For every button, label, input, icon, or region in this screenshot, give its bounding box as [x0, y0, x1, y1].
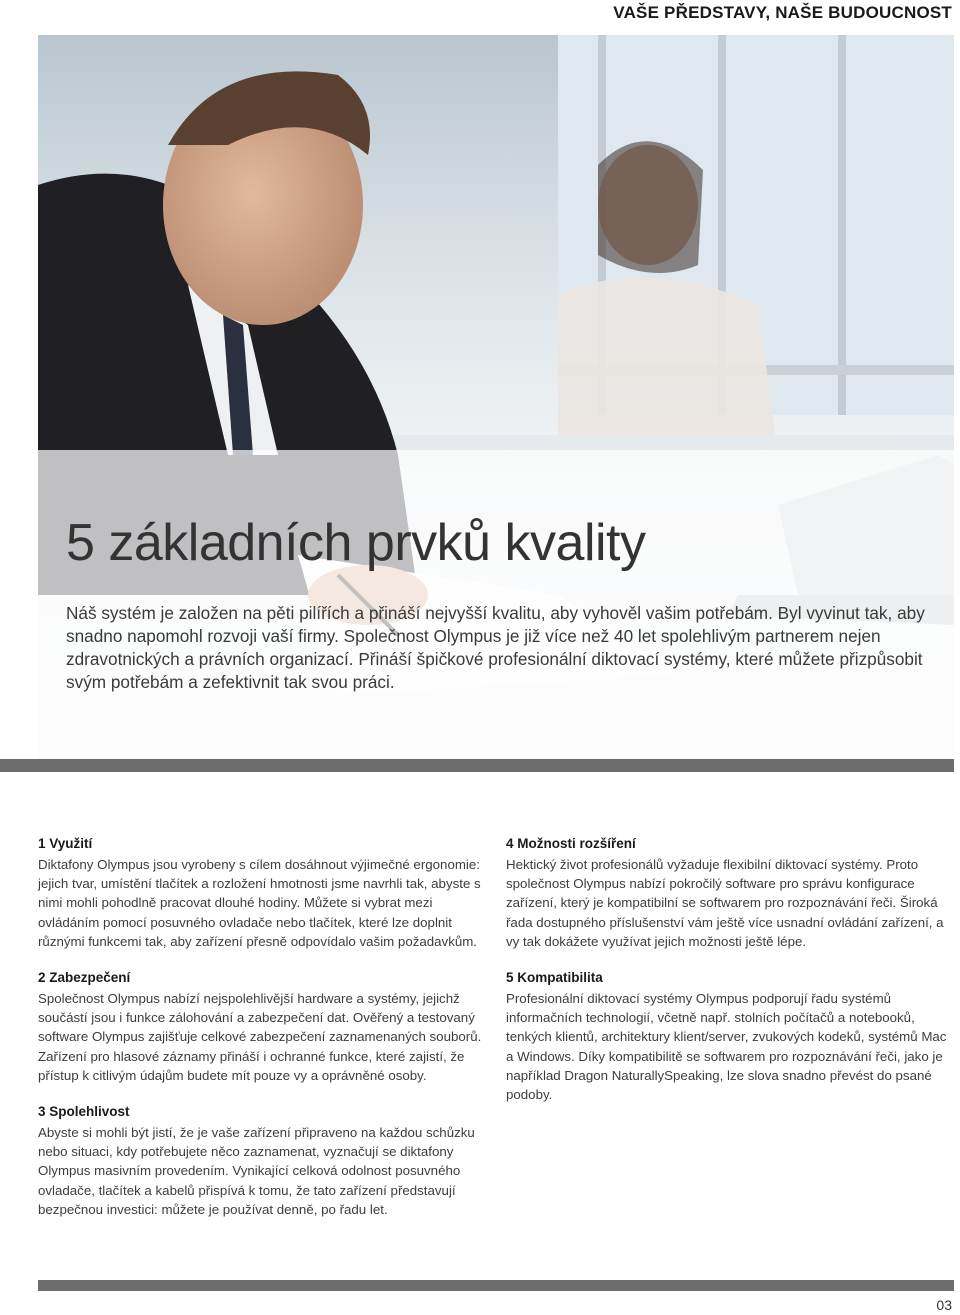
section-heading: 1 Využití — [38, 836, 93, 851]
section-body: Diktafony Olympus jsou vyrobeny s cílem dosáhnout výjimečné ergonomie: jejich tvar, umístění tlačítek a rozložení hmotnosti jsme navrhli tak, abyste s nimi mohli pohodlně pracovat dlouhé hodiny. Můžete si vybrat mezi ovládáním pomocí posuvného ovladače nebo tlačítek, které lze doplnit různými funkcemi tak, aby zařízení přesně odpovídalo vašim požadavkům. — [38, 857, 481, 949]
top-divider-band — [0, 759, 954, 772]
header-title: VAŠE PŘEDSTAVY, NAŠE BUDOUCNOST — [613, 3, 952, 22]
section-body: Profesionální diktovací systémy Olympus podporují řadu systémů informačních technologií, včetně např. stolních počítačů a notebooků, tenkých klientů, architektury klient/server, zvukových kodeků, systémů Mac a Windows. Díky kompatibilitě se softwarem pro rozpoznávání řeči, jako je například Dragon NaturallySpeaking, lze slova snadno převést do psané podoby. — [506, 991, 947, 1103]
section-body: Společnost Olympus nabízí nejspolehlivější hardware a systémy, jejichž součástí jsou i funkce zálohování a zabezpečení dat. Ověřený a testovaný software Olympus zajišťuje celkové zabezpečení zaznamenaných souborů. Zařízení pro hlasové záznamy přináší i ochranné funkce, které zajistí, že přístup k citlivým údajům budete mít pouze vy a oprávněné osoby. — [38, 991, 482, 1083]
section-body: Abyste si mohli být jistí, že je vaše zařízení připraveno na každou schůzku nebo situaci, kdy potřebujete něco zaznamenat, vyznačují se diktafony Olympus masivním provedením. Vynikající celková odolnost posuvného ovladače, tlačítek a kabelů přispívá k tomu, že tato zařízení představují bezpečnou investici: můžete je používat denně, po řadu let. — [38, 1125, 475, 1217]
section-heading: 2 Zabezpečení — [38, 970, 131, 985]
section-security — [38, 970, 488, 1085]
section-usage — [38, 836, 488, 951]
bottom-divider-band — [38, 1280, 954, 1291]
hero-banner — [38, 35, 954, 759]
page-number: 03 — [936, 1297, 952, 1313]
page-title: 5 základních prvků kvality — [66, 514, 646, 572]
section-heading: 5 Kompatibilita — [506, 970, 603, 985]
section-expansion — [506, 836, 956, 951]
section-heading: 3 Spolehlivost — [38, 1104, 130, 1119]
intro-paragraph: Náš systém je založen na pěti pilířích a přináší nejvyšší kvalitu, aby vyhověl vašim potřebám. Byl vyvinut tak, aby snadno napomohl rozvoji vaší firmy. Společnost Olympus je již více než 40 let spolehlivým partnerem nejen zdravotnických a právních organizací. Přináší špičkové profesionální diktovací systémy, které můžete přizpůsobit svým potřebám a zefektivnit tak svou práci. — [66, 603, 925, 692]
section-body: Hektický život profesionálů vyžaduje flexibilní diktovací systémy. Proto společnost Olympus nabízí pokročilý software pro správu konfigurace zařízení, který je kompatibilní se softwarem pro rozpoznávání řeči. Široká řada dostupného příslušenství vám ještě více usnadní ovládání zařízení, a vy tak dokážete využívat jejich možnosti ještě lépe. — [506, 857, 944, 949]
section-compatibility — [506, 970, 956, 1104]
section-reliability — [38, 1104, 488, 1219]
section-heading: 4 Možnosti rozšíření — [506, 836, 636, 851]
